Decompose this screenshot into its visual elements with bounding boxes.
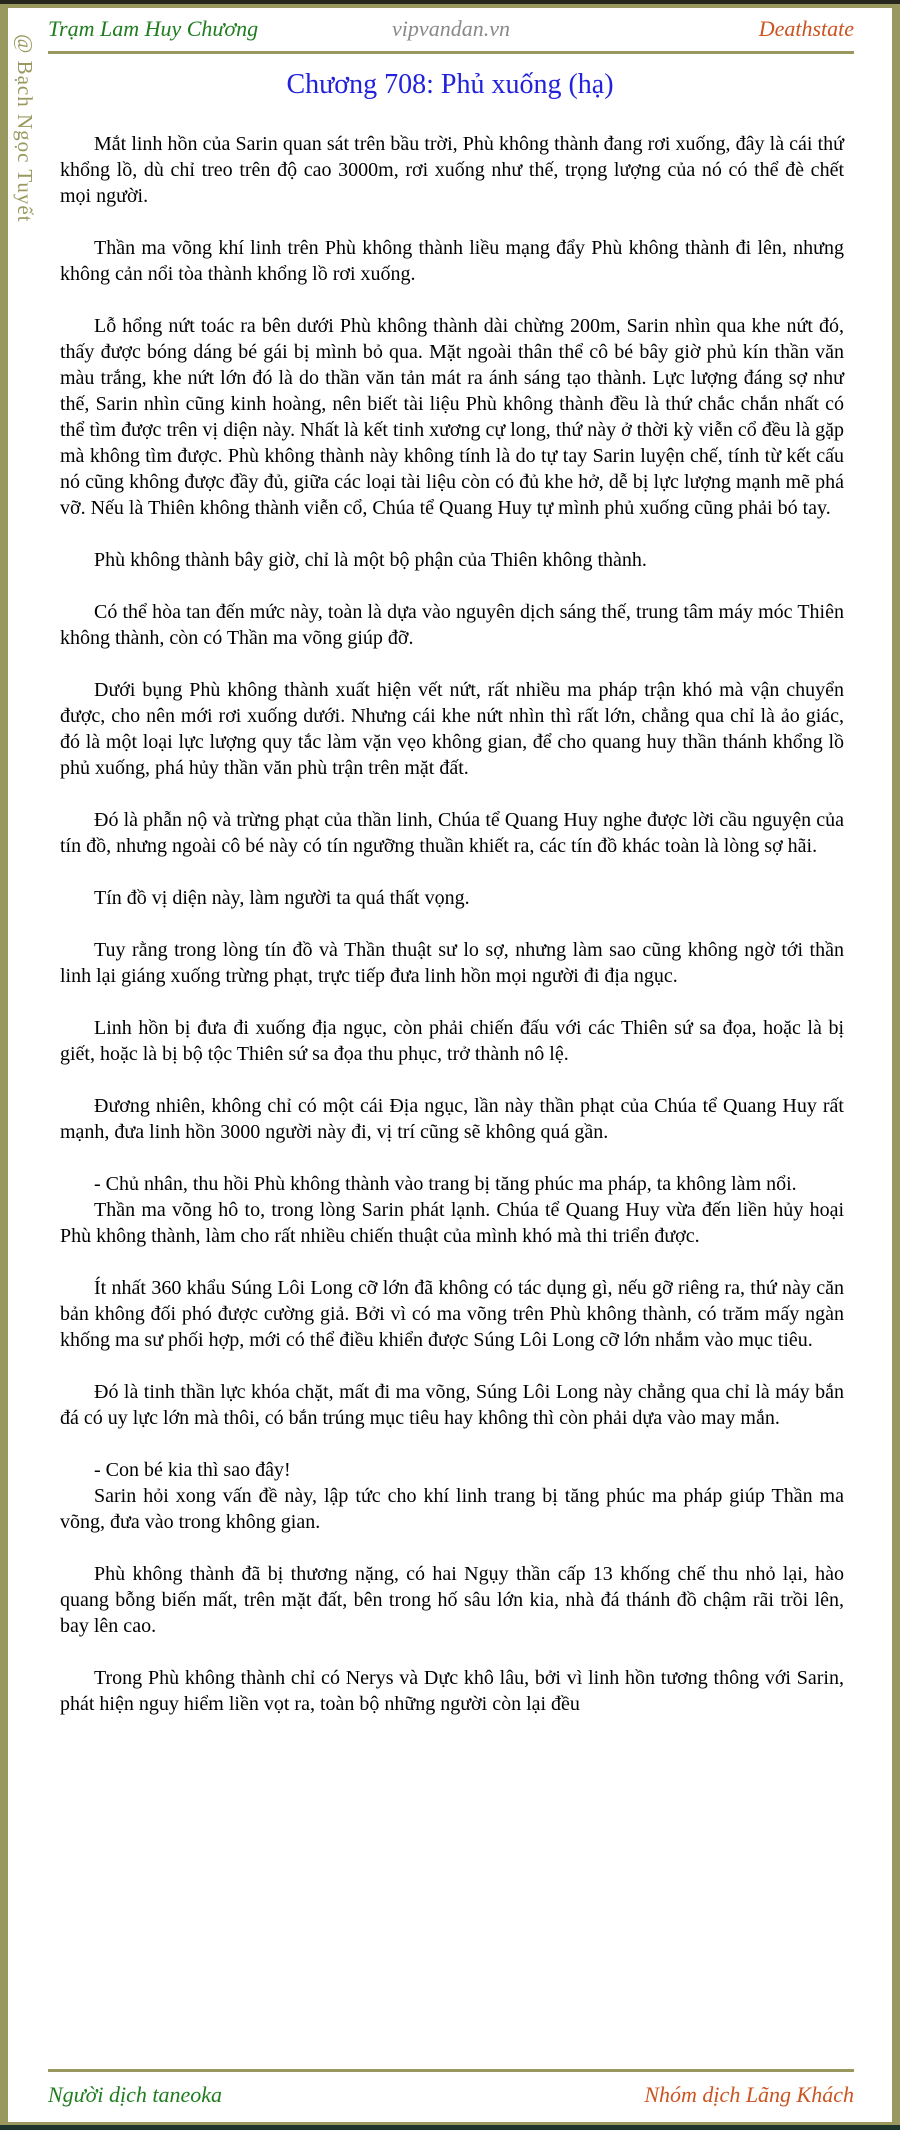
header-book-link[interactable]: Deathstate: [758, 16, 855, 41]
paragraph: Đó là tinh thần lực khóa chặt, mất đi ma võng, Súng Lôi Long này chẳng qua chỉ là máy bắn đá có uy lực lớn mà thôi, có bắn trúng mục tiêu hay không thì còn phải dựa vào may mắn.: [60, 1381, 844, 1429]
paragraph: Phù không thành đã bị thương nặng, có hai Ngụy thần cấp 13 khống chế thu nhỏ lại, hào quang bỗng biến mất, trên mặt đất, bên trong hố sâu lớn kia, nhà đá thánh đồ chậm rãi trồi lên, bay lên cao.: [60, 1563, 844, 1637]
top-edge: [0, 0, 900, 4]
chapter-body: [8, 105, 892, 1717]
paragraph: - Con bé kia thì sao đây!: [94, 1459, 291, 1481]
translation-group-credit: Nhóm dịch Lãng Khách: [644, 2082, 854, 2107]
paragraph: Tín đồ vị diện này, làm người ta quá thất vọng.: [94, 887, 470, 909]
paragraph: Thần ma võng hô to, trong lòng Sarin phát lạnh. Chúa tể Quang Huy vừa đến liền hủy hoại Phù không thành, làm cho rất nhiều chiến thuật của mình khó mà thi triển được.: [60, 1199, 844, 1247]
paragraph: Tuy rằng trong lòng tín đồ và Thần thuật sư lo sợ, nhưng làm sao cũng không ngờ tới thần linh lại giáng xuống trừng phạt, trực tiếp đưa linh hồn mọi người đi địa ngục.: [60, 939, 844, 987]
paragraph: Dưới bụng Phù không thành xuất hiện vết nứt, rất nhiều ma pháp trận khó mà vận chuyển được, cho nên mới rơi xuống dưới. Nhưng cái khe nứt nhìn thì rất lớn, chẳng qua chỉ là ảo giác, đó là một loại lực lượng quy tắc làm vặn vẹo không gian, để cho quang huy thần thánh khổng lồ phủ xuống, phá hủy thần văn phù trận trên mặt đất.: [60, 679, 844, 779]
paragraph: Lỗ hổng nứt toác ra bên dưới Phù không thành dài chừng 200m, Sarin nhìn qua khe nứt đó, thấy được bóng dáng bé gái bị mình bỏ qua. Mặt ngoài thân thể cô bé bây giờ phủ kín thần văn màu trắng, khe nứt lớn đó là do thần văn tản mát ra ánh sáng tạo thành. Lực lượng đáng sợ như thế, Sarin nhìn cũng kinh hoàng, nên biết tài liệu Phù không thành đều là thứ chắc chắn nhất có thể tìm được trên vị diện này. Nhất là kết tinh xương cự long, thứ này ở thời kỳ viễn cổ đều là gặp mà không tìm được. Phù không thành này không tính là do tự tay Sarin luyện chế, tính từ kết cấu nó cũng không được đầy đủ, giữa các loại tài liệu còn có đủ khe hở, dễ bị lực lượng mạnh mẽ phá vỡ. Nếu là Thiên không thành viễn cổ, Chúa tể Quang Huy tự mình phủ xuống cũng phải bó tay.: [60, 315, 844, 519]
paragraph: Có thể hòa tan đến mức này, toàn là dựa vào nguyên dịch sáng thế, trung tâm máy móc Thiên không thành, còn có Thần ma võng giúp đỡ.: [60, 601, 844, 649]
chapter-title: Chương 708: Phủ xuống (hạ): [286, 69, 614, 100]
paragraph: Trong Phù không thành chỉ có Nerys và Dực khô lâu, bởi vì linh hồn tương thông với Sarin, phát hiện nguy hiểm liền vọt ra, toàn bộ những người còn lại đều: [60, 1667, 844, 1715]
paragraph: - Chủ nhân, thu hồi Phù không thành vào trang bị tăng phúc ma pháp, ta không làm nổi.: [94, 1173, 797, 1195]
header-site-link[interactable]: vipvandan.vn: [392, 16, 510, 41]
paragraph: Phù không thành bây giờ, chỉ là một bộ phận của Thiên không thành.: [94, 549, 647, 571]
bottom-edge: [0, 2125, 900, 2130]
header-station-link[interactable]: Trạm Lam Huy Chương: [48, 16, 259, 41]
paragraph: Linh hồn bị đưa đi xuống địa ngục, còn phải chiến đấu với các Thiên sứ sa đọa, hoặc là bị giết, hoặc là bị bộ tộc Thiên sứ sa đọa thu phục, trở thành nô lệ.: [60, 1017, 844, 1065]
paragraph: Ít nhất 360 khẩu Súng Lôi Long cỡ lớn đã không có tác dụng gì, nếu gỡ riêng ra, thứ này căn bản không đối phó được cường giả. Bởi vì có ma võng trên Phù không thành, có trăm mấy ngàn khống ma sư phối hợp, mới có thể điều khiển được Súng Lôi Long cỡ lớn nhắm vào mục tiêu.: [60, 1277, 844, 1351]
paragraph: Đó là phẫn nộ và trừng phạt của thần linh, Chúa tể Quang Huy nghe được lời cầu nguyện của tín đồ, nhưng ngoài cô bé này có tín ngưỡng thuần khiết ra, các tín đồ khác toàn là lòng sợ hãi.: [60, 809, 844, 857]
paragraph: Đương nhiên, không chỉ có một cái Địa ngục, lần này thần phạt của Chúa tể Quang Huy rất mạnh, đưa linh hồn 3000 người này đi, vị trí cũng sẽ không quá gần.: [60, 1095, 844, 1143]
paragraph: Thần ma võng khí linh trên Phù không thành liều mạng đẩy Phù không thành đi lên, nhưng không cản nổi tòa thành khổng lồ rơi xuống.: [60, 237, 844, 285]
header-divider: [48, 51, 854, 54]
watermark-vertical: @ Bạch Ngọc Tuyết: [13, 34, 37, 223]
translator-credit: Người dịch taneoka: [48, 2082, 223, 2107]
paragraph: Mắt linh hồn của Sarin quan sát trên bầu trời, Phù không thành đang rơi xuống, đây là cái thứ khổng lồ, dù chỉ treo trên độ cao 3000m, rơi xuống như thế, trọng lượng của nó có thể đè chết mọi người.: [60, 133, 844, 207]
paragraph: Sarin hỏi xong vấn đề này, lập tức cho khí linh trang bị tăng phúc ma pháp giúp Thần ma võng, đưa vào trong không gian.: [60, 1485, 844, 1533]
footer-section: [8, 2060, 892, 2122]
header: [8, 8, 892, 42]
footer: [8, 2072, 892, 2110]
